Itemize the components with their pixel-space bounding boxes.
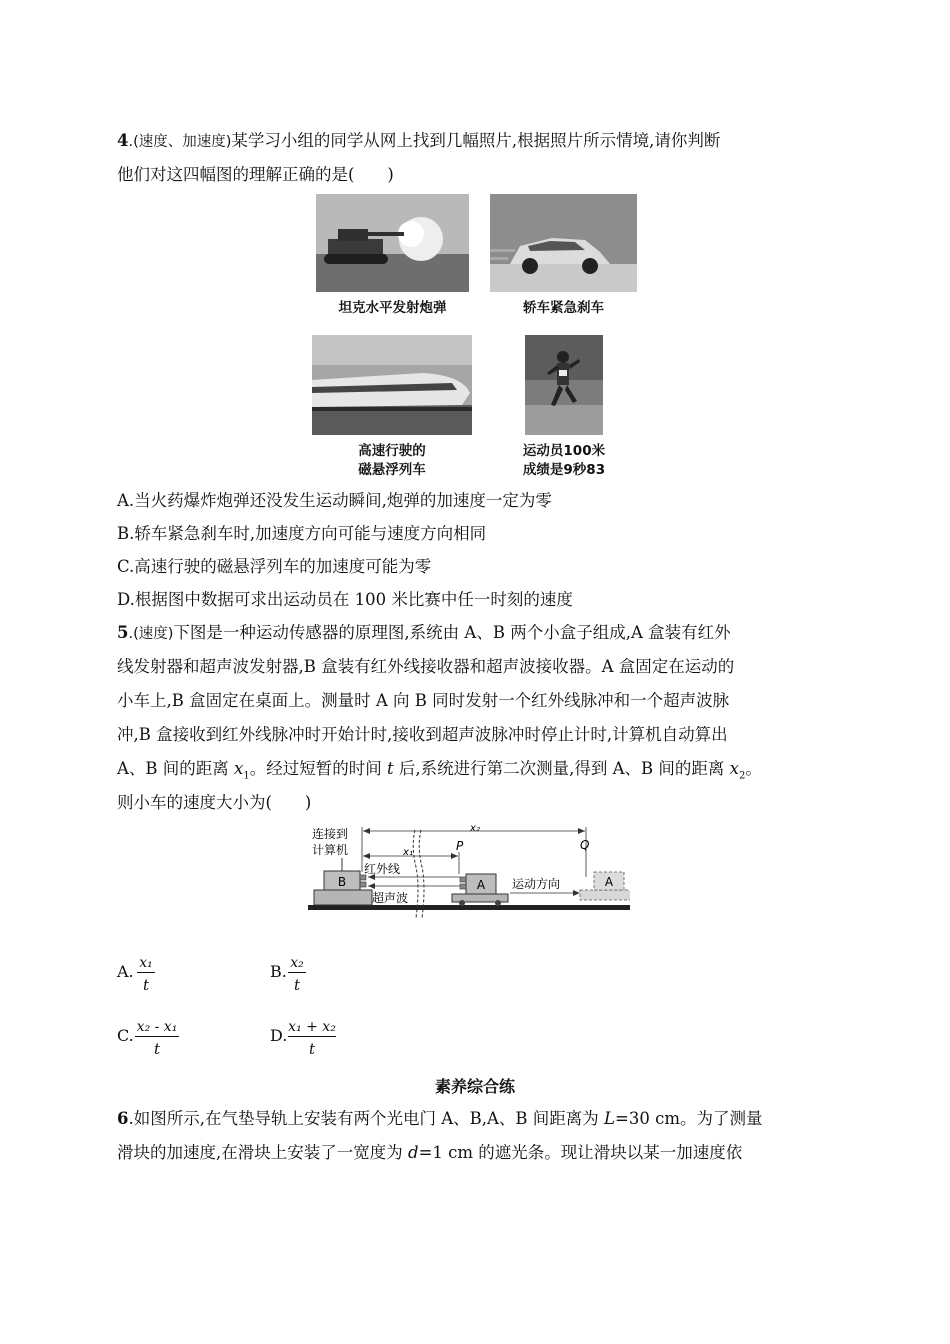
infrared-label: 红外线 (364, 862, 401, 876)
a-emitter-1 (460, 877, 466, 882)
q5-x1-sub: 1 (243, 770, 250, 782)
choice-a-label: A. (117, 962, 134, 981)
choice-b-denominator: t (293, 976, 301, 994)
q6-l-var: L (604, 1109, 616, 1128)
q6-text-1a: .如图所示,在气垫导轨上安装有两个光电门 A、B,A、B 间距离为 (128, 1109, 605, 1128)
q5-text-5a: A、B 间的距离 (117, 759, 235, 778)
a2-cart-base (580, 890, 630, 900)
choice-d-label: D. (270, 1026, 288, 1045)
q6-line-1 (117, 1108, 762, 1130)
direction-arrow (573, 890, 580, 896)
x1-label: x₁ (403, 847, 413, 858)
b-receiver-2 (360, 882, 366, 887)
q5-text-5f: 后,系统进行第二次测量,得到 A、B 间的距离 (393, 759, 730, 778)
choice-a-numerator: x₁ (137, 954, 155, 973)
a-cart-wheel-2 (495, 900, 501, 906)
q4-text-1: 某学习小组的同学从网上找到几幅照片,根据照片所示情境,请你判断 (231, 131, 721, 150)
runner-caption-line-2: 成绩是9秒83 (522, 462, 606, 478)
runner-caption-line-1: 运动员100米 (522, 443, 606, 459)
q4-tag: .(速度、加速度) (128, 134, 232, 150)
q5-x2-var: x (729, 759, 739, 778)
choice-d-denominator: t (308, 1040, 316, 1058)
a-cart-wheel-1 (459, 900, 465, 906)
q5-text-5i: 。 (745, 759, 762, 778)
x1-arrow-left (363, 853, 370, 859)
q5-line-3: 小车上,B 盒固定在桌面上。测量时 A 向 B 同时发射一个红外线脉冲和一个超声波脉 (117, 691, 730, 710)
x2-arrow-right (578, 828, 585, 834)
ultrasound-arrow (368, 883, 375, 889)
p-label: P (456, 839, 464, 853)
q5-x1-var: x (234, 759, 244, 778)
choice-c-numerator: x₂ - x₁ (136, 1019, 178, 1035)
direction-label: 运动方向 (512, 877, 561, 891)
car-photo (490, 194, 637, 292)
a-box-label: A (476, 878, 486, 892)
a-emitter-2 (460, 884, 466, 889)
tank-photo (316, 194, 469, 292)
choice-a-denominator: t (142, 976, 150, 994)
q5-line-5 (117, 758, 762, 787)
q6-line-2 (117, 1142, 742, 1164)
ground-line (308, 905, 630, 910)
q4-option-b: B.轿车紧急刹车时,加速度方向可能与速度方向相同 (117, 524, 487, 543)
q4-option-d: D.根据图中数据可求出运动员在 100 米比赛中任一时刻的速度 (117, 590, 573, 609)
choice-c-denominator: t (153, 1040, 161, 1058)
q5-line-4: 冲,B 盒接收到红外线脉冲时开始计时,接收到超声波脉冲时停止计时,计算机自动算出 (117, 725, 728, 744)
choice-a[interactable] (117, 954, 197, 998)
q6-text-2c: =1 cm 的遮光条。现让滑块以某一加速度依 (418, 1143, 743, 1162)
q5-line-1 (117, 622, 731, 645)
b-box-label: B (337, 875, 347, 889)
train-illustration (312, 335, 472, 435)
sensor-diagram-svg (290, 822, 630, 922)
car-caption: 轿车紧急刹车 (523, 300, 604, 316)
q5-text-5d: 。经过短暂的时间 (249, 759, 387, 778)
q4-line-2: 他们对这四幅图的理解正确的是( ) (117, 165, 394, 184)
tank-caption: 坦克水平发射炮弹 (338, 300, 447, 316)
q4-option-a: A.当火药爆炸炮弹还没发生运动瞬间,炮弹的加速度一定为零 (117, 491, 552, 510)
a2-box-label: A (604, 875, 614, 889)
ultrasound-label: 超声波 (372, 891, 409, 905)
q6-text-2a: 滑块的加速度,在滑块上安装了一宽度为 (117, 1143, 408, 1162)
choice-c-label: C. (117, 1026, 134, 1045)
sensor-diagram (290, 822, 630, 922)
q4-option-c: C.高速行驶的磁悬浮列车的加速度可能为零 (117, 557, 432, 576)
x1-arrow-right (451, 853, 458, 859)
choice-d[interactable] (270, 1018, 370, 1062)
q5-line-2: 线发射器和超声波发射器,B 盒装有红外线接收器和超声波接收器。A 盒固定在运动的 (117, 657, 735, 676)
q5-line-6: 则小车的速度大小为( ) (117, 793, 312, 812)
x2-label: x₂ (470, 823, 480, 834)
train-caption-line-2: 磁悬浮列车 (358, 462, 426, 478)
choice-c[interactable] (117, 1018, 217, 1062)
q5-x2-sub: 2 (738, 770, 746, 782)
q6-d-var: d (408, 1143, 419, 1162)
connect-label-1: 连接到 (312, 827, 349, 841)
runner-caption (505, 442, 623, 480)
choice-b-label: B. (270, 962, 287, 981)
section-title: 素养综合练 (434, 1077, 515, 1096)
q5-number: 5 (117, 623, 129, 642)
break-line-2 (419, 830, 424, 918)
q5-text-1: 下图是一种运动传感器的原理图,系统由 A、B 两个小盒子组成,A 盒装有红外 (173, 623, 731, 642)
q6-number: 6 (117, 1109, 129, 1128)
q5-tag: .(速度) (128, 626, 174, 642)
q-label: Q (580, 838, 590, 852)
tank-illustration (316, 194, 469, 292)
b-base (314, 890, 372, 905)
q6-text-1c: =30 cm。为了测量 (615, 1109, 763, 1128)
choice-b-numerator: x₂ (288, 954, 306, 973)
q4-line-1 (117, 130, 720, 153)
runner-photo (525, 335, 603, 435)
train-caption (312, 442, 472, 480)
choice-d-numerator: x₁ + x₂ (288, 1019, 336, 1035)
break-line-1 (413, 830, 418, 918)
runner-illustration (525, 335, 603, 435)
train-caption-line-1: 高速行驶的 (358, 443, 426, 459)
q4-number: 4 (117, 131, 129, 150)
connect-label-2: 计算机 (312, 843, 349, 857)
q5-t-var: t (386, 759, 394, 778)
car-illustration (490, 194, 637, 292)
train-photo (312, 335, 472, 435)
choice-b[interactable] (270, 954, 350, 998)
x2-arrow-left (363, 828, 370, 834)
